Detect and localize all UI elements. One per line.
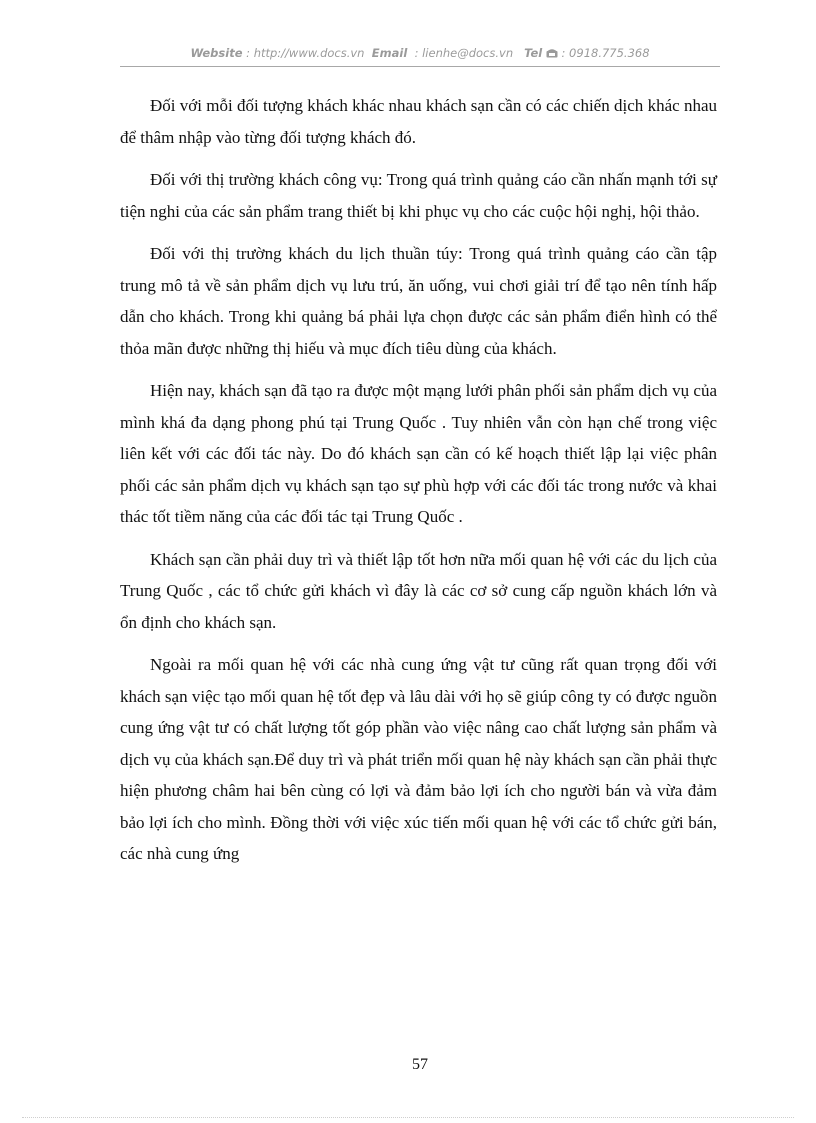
phone-icon (546, 46, 558, 60)
header-rule (120, 66, 720, 67)
paragraph: Đối với mỗi đối tượng khách khác nhau khách sạn cần có các chiến dịch khác nhau để thâm nhập vào từng đối tượng khách đó. (120, 96, 717, 147)
email-label: Email (371, 46, 408, 60)
tel-label: Tel (524, 46, 543, 60)
paragraph: Ngoài ra mối quan hệ với các nhà cung ứng vật tư cũng rất quan trọng đối với khách sạn việc tạo mối quan hệ tốt đẹp và lâu dài với họ sẽ giúp công ty có được nguồn cung ứng vật tư có chất lượng tốt góp phần vào việc nâng cao chất lượng sản phẩm và dịch vụ của khách sạn.Để duy trì và phát triển mối quan hệ này khách sạn cần phải thực hiện phương châm hai bên cùng có lợi và đảm bảo lợi ích cho người bán và vừa đảm bảo lợi ích cho mình. Đồng thời với việc xúc tiến mối quan hệ với các tổ chức gửi bán, các nhà cung ứng (120, 655, 717, 863)
page-number: 57 (412, 1056, 428, 1073)
tel-value: : 0918.775.368 (561, 46, 650, 60)
paragraph: Hiện nay, khách sạn đã tạo ra được một mạng lưới phân phối sản phẩm dịch vụ của mình khá đa dạng phong phú tại Trung Quốc . Tuy nhiên vẫn còn hạn chế trong việc liên kết với các đối tác này. Do đó khách sạn cần có kế hoạch thiết lập lại việc phân phối các sản phẩm dịch vụ khách sạn tạo sự phù hợp với các đối tác trong nước và khai thác tốt tiềm năng của các đối tác tại Trung Quốc . (120, 381, 717, 526)
paragraph: Khách sạn cần phải duy trì và thiết lập tốt hơn nữa mối quan hệ với các du lịch của Trung Quốc , các tổ chức gửi khách vì đây là các cơ sở cung cấp nguồn khách lớn và ổn định cho khách sạn. (120, 549, 717, 632)
page-bottom-border (22, 1117, 794, 1118)
document-body (120, 90, 717, 881)
website-value: : http://www.docs.vn (246, 46, 365, 60)
paragraph: Đối với thị trường khách công vụ: Trong quá trình quảng cáo cần nhấn mạnh tới sự tiện nghi của các sản phẩm trang thiết bị khi phục vụ cho các cuộc hội nghị, hội thảo. (120, 170, 717, 221)
page-header (120, 46, 720, 60)
paragraph: Đối với thị trường khách du lịch thuần túy: Trong quá trình quảng cáo cần tập trung mô tả về sản phẩm dịch vụ lưu trú, ăn uống, vui chơi giải trí để tạo nên tính hấp dẫn cho khách. Trong khi quảng bá phải lựa chọn được các sản phẩm điển hình có thể thỏa mãn được những thị hiếu và mục đích tiêu dùng của khách. (120, 244, 717, 358)
website-label: Website (190, 46, 243, 60)
email-value: : lienhe@docs.vn (414, 46, 514, 60)
